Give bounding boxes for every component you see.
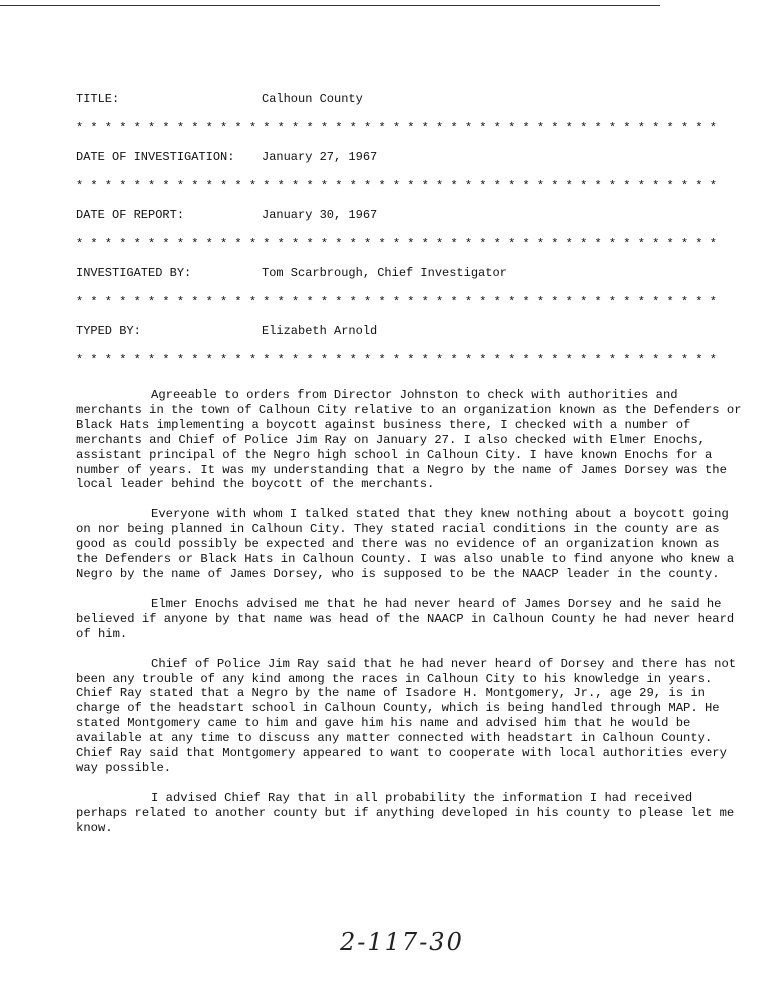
report-date-label: DATE OF REPORT: bbox=[76, 208, 185, 222]
top-rule bbox=[0, 5, 660, 6]
title-row bbox=[76, 92, 726, 108]
separator: * * * * * * * * * * * * * * * * * * * * * * * * * * * * * * * * * * * * * * * * * * * * * bbox=[76, 179, 717, 193]
title-value: Calhoun County bbox=[262, 92, 363, 106]
investigated-by-label: INVESTIGATED BY: bbox=[76, 266, 192, 280]
investigation-date-value: January 27, 1967 bbox=[262, 150, 378, 164]
paragraph: I advised Chief Ray that in all probability the information I had received perhaps related to another county but if anything developed in his county to please let me know. bbox=[76, 790, 735, 835]
paragraph: Chief of Police Jim Ray said that he had never heard of Dorsey and there has not been any trouble of any kind among the races in Calhoun City to his knowledge in years. Chief Ray stated that a Negro by the name of Isadore H. Montgomery, Jr., age 29, is in charge of the headstart school in Calhoun County, which is being handled through MAP. He stated Montgomery came to him and gave him his name and advised him that he would be available at any time to discuss any matter connected with headstart in Calhoun County. Chief Ray said that Montgomery appeared to want to cooperate with local authorities every way possible. bbox=[76, 656, 737, 775]
separator: * * * * * * * * * * * * * * * * * * * * * * * * * * * * * * * * * * * * * * * * * * * * * bbox=[76, 121, 717, 135]
title-label: TITLE: bbox=[76, 92, 120, 106]
typed-by-value: Elizabeth Arnold bbox=[262, 324, 378, 338]
separator: * * * * * * * * * * * * * * * * * * * * * * * * * * * * * * * * * * * * * * * * * * * * * bbox=[76, 295, 717, 309]
separator: * * * * * * * * * * * * * * * * * * * * * * * * * * * * * * * * * * * * * * * * * * * * * bbox=[76, 353, 717, 367]
handwritten-document-number: 2-117-30 bbox=[340, 928, 464, 956]
investigation-date-label: DATE OF INVESTIGATION: bbox=[76, 150, 235, 164]
report-header bbox=[76, 92, 726, 382]
investigation-date-row bbox=[76, 150, 726, 166]
investigated-by-value: Tom Scarbrough, Chief Investigator bbox=[262, 266, 507, 280]
investigated-by-row bbox=[76, 266, 726, 282]
paragraph: Agreeable to orders from Director Johnston to check with authorities and merchants in the town of Calhoun City relative to an organization known as the Defenders or Black Hats implementing a boycott against business there, I checked with a number of merchants and Chief of Police Jim Ray on January 27. I also checked with Elmer Enochs, assistant principal of the Negro high school in Calhoun City. I have known Enochs for a number of years. It was my understanding that a Negro by the name of James Dorsey was the local leader behind the boycott of the merchants. bbox=[76, 388, 742, 492]
paragraph: Everyone with whom I talked stated that they knew nothing about a boycott going on nor being planned in Calhoun City. They stated racial conditions in the county are as good as could possibly be expected and there was no evidence of an organization known as the Defenders or Black Hats in Calhoun County. I was also unable to find anyone who knew a Negro by the name of James Dorsey, who is supposed to be the NAACP leader in the county. bbox=[76, 507, 735, 581]
typed-by-label: TYPED BY: bbox=[76, 324, 141, 338]
separator: * * * * * * * * * * * * * * * * * * * * * * * * * * * * * * * * * * * * * * * * * * * * * bbox=[76, 237, 717, 251]
paragraph: Elmer Enochs advised me that he had never heard of James Dorsey and he said he believed if anyone by that name was head of the NAACP in Calhoun County he had never heard of him. bbox=[76, 596, 735, 641]
report-body bbox=[76, 388, 746, 851]
typed-by-row bbox=[76, 324, 726, 340]
report-date-value: January 30, 1967 bbox=[262, 208, 378, 222]
report-date-row bbox=[76, 208, 726, 224]
